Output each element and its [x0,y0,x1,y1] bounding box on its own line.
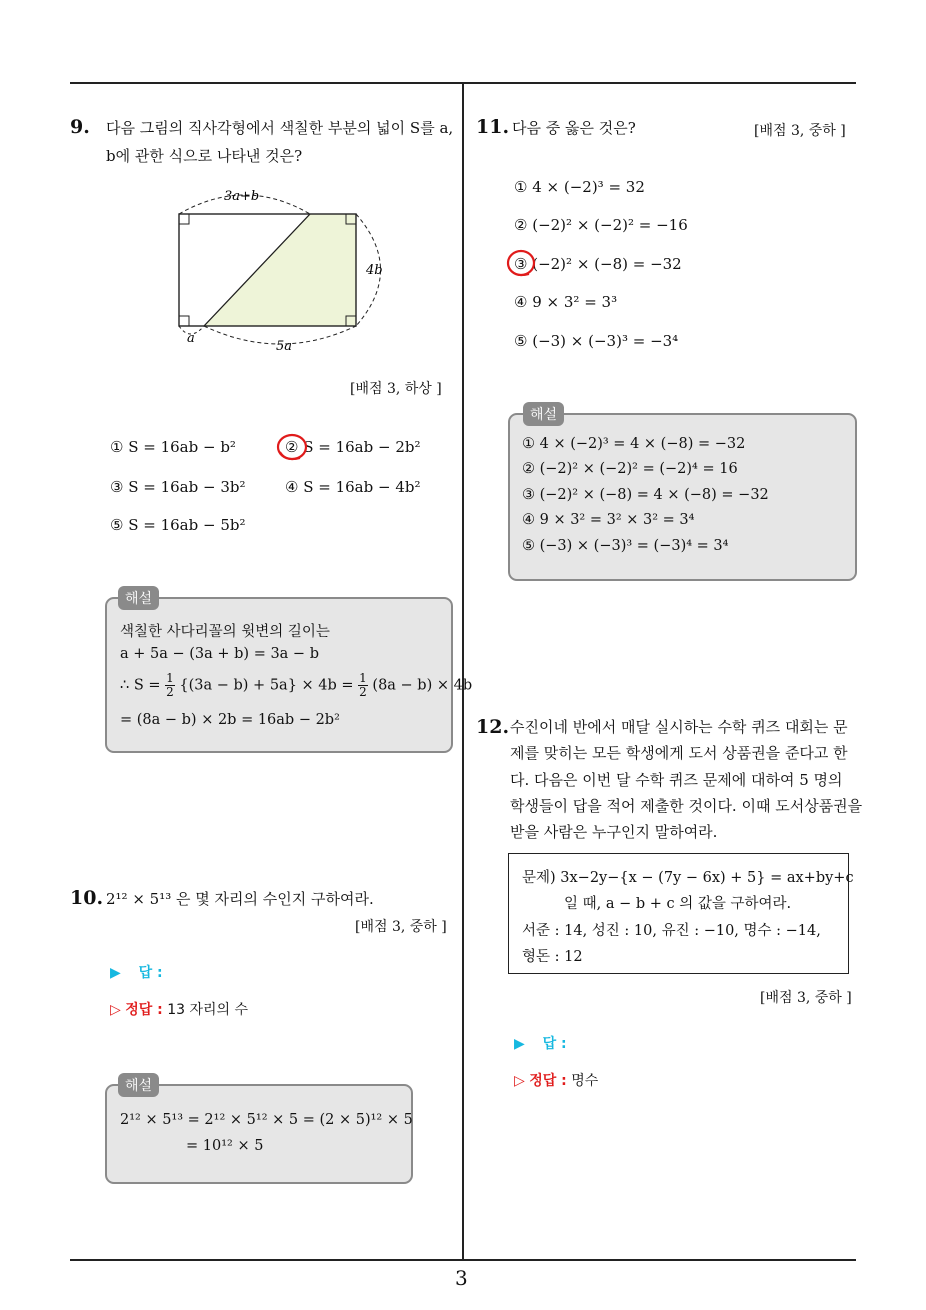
q12-score: [배점 3, 중하 ] [760,990,852,1006]
q9-text-line1: 다음 그림의 직사각형에서 색칠한 부분의 넓이 S를 a, [106,119,454,137]
q11-solution-tag: 해설 [523,402,564,426]
q10-correct-value: 13 자리의 수 [167,1002,249,1018]
q11-score: [배점 3, 중하 ] [754,123,846,139]
q10-solution-box [105,1084,413,1184]
q11-solution-line: ① 4 × (−2)³ = 4 × (−8) = −32 [522,436,746,452]
half-fraction: $\frac{1}{2}$ [359,671,367,699]
q12-box-line: 문제) 3x−2y−{x − (7y − 6x) + 5} = ax+by+c [522,870,854,886]
selected-answer-circle-icon [274,430,310,464]
q9-option-2[interactable]: ② S = 16ab − 2b² [285,438,421,456]
q9-figure [160,180,410,360]
q9-option-3[interactable]: ③ S = 16ab − 3b² [110,478,246,496]
q11-solution-line: ⑤ (−3) × (−3)³ = (−3)⁴ = 3⁴ [522,538,729,554]
q10-solution-line2: = 10¹² × 5 [186,1138,264,1154]
right-angle-mark [179,214,189,224]
page-number: 3 [455,1266,468,1290]
bottom-label: 5a [276,339,293,354]
q9-score: [배점 3, 하상 ] [350,381,442,397]
q10-answer-label: 답 : [138,965,163,981]
q11-number: 11. [476,116,510,138]
q10-solution-tag: 해설 [118,1073,159,1097]
q9-option-1[interactable]: ① S = 16ab − b² [110,438,236,456]
q9-solution-line2: a + 5a − (3a + b) = 3a − b [120,646,319,662]
q12-correct-value: 명수 [571,1073,599,1089]
q11-solution-line: ④ 9 × 3² = 3² × 3² = 3⁴ [522,512,695,528]
q9-solution-line4: = (8a − b) × 2b = 16ab − 2b² [120,712,340,728]
q10-answer-row [110,962,163,982]
q10-score: [배점 3, 중하 ] [355,919,447,935]
q9-text-line2: b에 관한 식으로 나타낸 것은? [106,147,303,165]
q9-option-5[interactable]: ⑤ S = 16ab − 5b² [110,516,246,534]
q11-option-1[interactable]: ① 4 × (−2)³ = 32 [514,178,645,196]
q11-solution-line: ③ (−2)² × (−8) = 4 × (−8) = −32 [522,487,769,503]
correct-triangle-icon: ▷ [514,1073,525,1089]
q12-box-line: 서준 : 14, 성진 : 10, 유진 : −10, 명수 : −14, [522,923,821,939]
q12-answer-label: 답 : [542,1036,567,1052]
q11-option-2[interactable]: ② (−2)² × (−2)² = −16 [514,216,688,234]
q11-option-5[interactable]: ⑤ (−3) × (−3)³ = −3⁴ [514,332,679,350]
half-fraction: $\frac{1}{2}$ [166,671,174,699]
q12-correct-label: 정답 : [529,1073,567,1089]
line3-end: (8a − b) × 4b [372,677,473,694]
q10-correct-row [110,999,248,1019]
q9-option-4[interactable]: ④ S = 16ab − 4b² [285,478,421,496]
bottom-left-label: a [187,331,195,346]
top-label: 3a+b [224,189,260,204]
q10-number: 10. [70,887,104,909]
q9-solution-line1: 색칠한 사다리꼴의 윗변의 길이는 [120,624,330,640]
answer-triangle-icon: ▶ [110,965,121,981]
q10-solution-line1: 2¹² × 5¹³ = 2¹² × 5¹² × 5 = (2 × 5)¹² × 5 [120,1112,413,1128]
q12-box-line: 형돈 : 12 [522,949,583,965]
line3-middle: {(3a − b) + 5a} × 4b = [179,677,354,694]
q10-text: 2¹² × 5¹³ 은 몇 자리의 수인지 구하여라. [106,890,374,908]
q12-answer-row [514,1033,567,1053]
selected-answer-circle-icon [503,246,539,280]
q11-option-4[interactable]: ④ 9 × 3² = 3³ [514,293,618,311]
answer-triangle-icon: ▶ [514,1036,525,1052]
q9-number: 9. [70,116,90,138]
q12-text-line: 제를 맞히는 모든 학생에게 도서 상품권을 준다고 한 [510,744,848,762]
q12-correct-row [514,1070,598,1090]
correct-triangle-icon: ▷ [110,1002,121,1018]
right-angle-mark [179,316,189,326]
q12-text-line: 받을 사람은 누구인지 말하여라. [510,823,718,841]
q11-option-3[interactable]: ③ (−2)² × (−8) = −32 [514,255,682,273]
q10-correct-label: 정답 : [125,1002,163,1018]
q9-solution-tag: 해설 [118,586,159,610]
q11-solution-line: ② (−2)² × (−2)² = (−2)⁴ = 16 [522,461,738,477]
footer-rule [70,1259,856,1261]
q12-box-line: 일 때, a − b + c 의 값을 구하여라. [564,896,792,912]
q12-number: 12. [476,716,510,738]
right-label: 4b [366,263,383,278]
q12-text-line: 수진이네 반에서 매달 실시하는 수학 퀴즈 대회는 문 [510,718,848,736]
q9-solution-line3 [120,672,472,699]
q12-text-line: 학생들이 답을 적어 제출한 것이다. 이때 도서상품권을 [510,797,863,815]
q11-text: 다음 중 옳은 것은? [512,119,636,137]
shaded-trapezoid [204,214,356,326]
therefore-s: ∴ S = [120,677,161,694]
q12-text-line: 다. 다음은 이번 달 수학 퀴즈 문제에 대하여 5 명의 [510,771,843,789]
